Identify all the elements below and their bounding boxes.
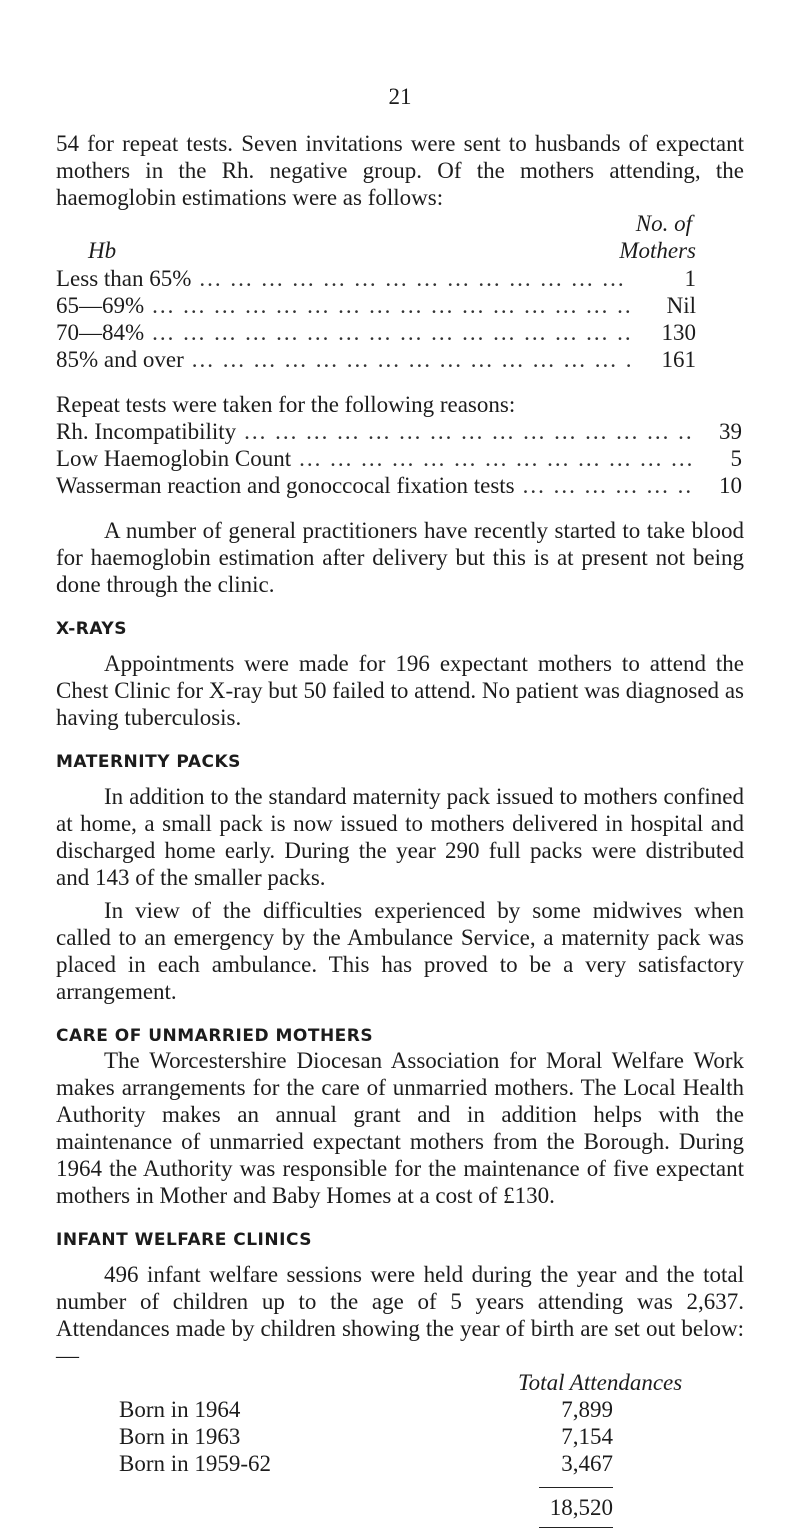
repeat-reasons-table (56, 418, 742, 499)
dot-leader (192, 346, 630, 373)
repeat-tests-intro: Repeat tests were taken for the following reasons: (56, 392, 516, 417)
attendance-total-row (56, 1494, 744, 1521)
maternity-packs-paragraph-1: In addition to the standard maternity pack issued to mothers confined at home, a small pack is now issued to mothers delivered in hospital and discharged home early. During the year 290 full packs were distributed and 143 of the smaller packs. (56, 784, 744, 890)
gp-paragraph: A number of general practitioners have recently started to take blood for haemoglobin estimation after delivery but this is at present not being done through the clinic. (56, 518, 744, 597)
row-value: 7,154 (561, 1424, 613, 1449)
row-label: Wasserman reaction and gonoccocal fixation tests (56, 473, 515, 498)
table-row (56, 445, 742, 472)
attendance-total: 18,520 (549, 1495, 613, 1520)
intro-paragraph: 54 for repeat tests. Seven invitations were sent to husbands of expectant mothers in the Rh. negative group. Of the mothers attending, the haemoglobin estimations were as follows: (56, 131, 744, 210)
row-label: 65—69% (56, 293, 145, 318)
row-value: 5 (730, 446, 742, 471)
table-row (56, 1450, 744, 1477)
page-number: 21 (388, 84, 412, 109)
unmarried-mothers-paragraph: The Worcestershire Diocesan Association for Moral Welfare Work makes arrangements for the care of unmarried mothers. The Local Health Authority makes an annual grant and in addition helps with the maintenance of unmarried expectant mothers from the Borough. During 1964 the Authority was responsible for the maintenance of five expectant mothers in Mother and Baby Homes at a cost of £130. (56, 1048, 744, 1208)
row-value: 10 (719, 473, 742, 498)
row-label: Low Haemoglobin Count (56, 446, 292, 471)
table-row (56, 319, 696, 346)
row-label: Less than 65% (56, 266, 192, 291)
table-row (56, 418, 742, 445)
row-label: 85% and over (56, 347, 184, 372)
row-label: Rh. Incompatibility (56, 419, 237, 444)
table-row (56, 472, 742, 499)
row-label: Born in 1964 (119, 1397, 241, 1422)
row-value: 130 (661, 320, 696, 345)
section-heading-unmarried-mothers: CARE OF UNMARRIED MOTHERS (56, 1026, 374, 1046)
page-content (56, 130, 744, 1528)
count-column-header-line1: No. of (635, 211, 692, 236)
table-row (56, 1396, 744, 1423)
table-row (56, 265, 696, 292)
section-heading-maternity-packs: MATERNITY PACKS (56, 752, 241, 772)
row-label: 70—84% (56, 320, 145, 345)
hb-table-header (56, 211, 696, 265)
dot-leader (152, 319, 630, 346)
row-value: 7,899 (561, 1397, 613, 1422)
row-value: 3,467 (561, 1451, 613, 1476)
row-label: Born in 1963 (119, 1424, 241, 1449)
dot-leader (199, 265, 630, 292)
dot-leader (523, 472, 694, 499)
row-value: 39 (719, 419, 742, 444)
section-heading-infant-welfare: INFANT WELFARE CLINICS (56, 1230, 312, 1250)
row-label: Born in 1959-62 (119, 1451, 272, 1476)
dot-leader (152, 292, 630, 319)
maternity-packs-paragraph-2: In view of the difficulties experienced by some midwives when called to an emergency by the Ambulance Service, a maternity pack was placed in each ambulance. This has proved to be a very satisfactory arrangement. (56, 898, 744, 1004)
table-row (56, 292, 696, 319)
dot-leader (299, 445, 694, 472)
row-value: 161 (661, 347, 696, 372)
infant-welfare-paragraph: 496 infant welfare sessions were held during the year and the total number of children up to the age of 5 years attending was 2,637. Attendances made by children showing the year of birth are set out below:— (56, 1262, 744, 1368)
table-row (56, 346, 696, 373)
hb-table (56, 265, 696, 373)
xrays-paragraph: Appointments were made for 196 expectant mothers to attend the Chest Clinic for X-ray but 50 failed to attend. No patient was diagnosed as having tuberculosis. (56, 651, 744, 730)
table-row (56, 1423, 744, 1450)
count-column-header-line2: Mothers (619, 238, 696, 263)
hb-column-header: Hb (88, 238, 117, 263)
row-value: 1 (684, 266, 696, 291)
dot-leader (244, 418, 694, 445)
attendance-table-header: Total Attendances (518, 1370, 683, 1395)
section-heading-xrays: X-RAYS (56, 619, 127, 639)
row-value: Nil (666, 293, 696, 318)
